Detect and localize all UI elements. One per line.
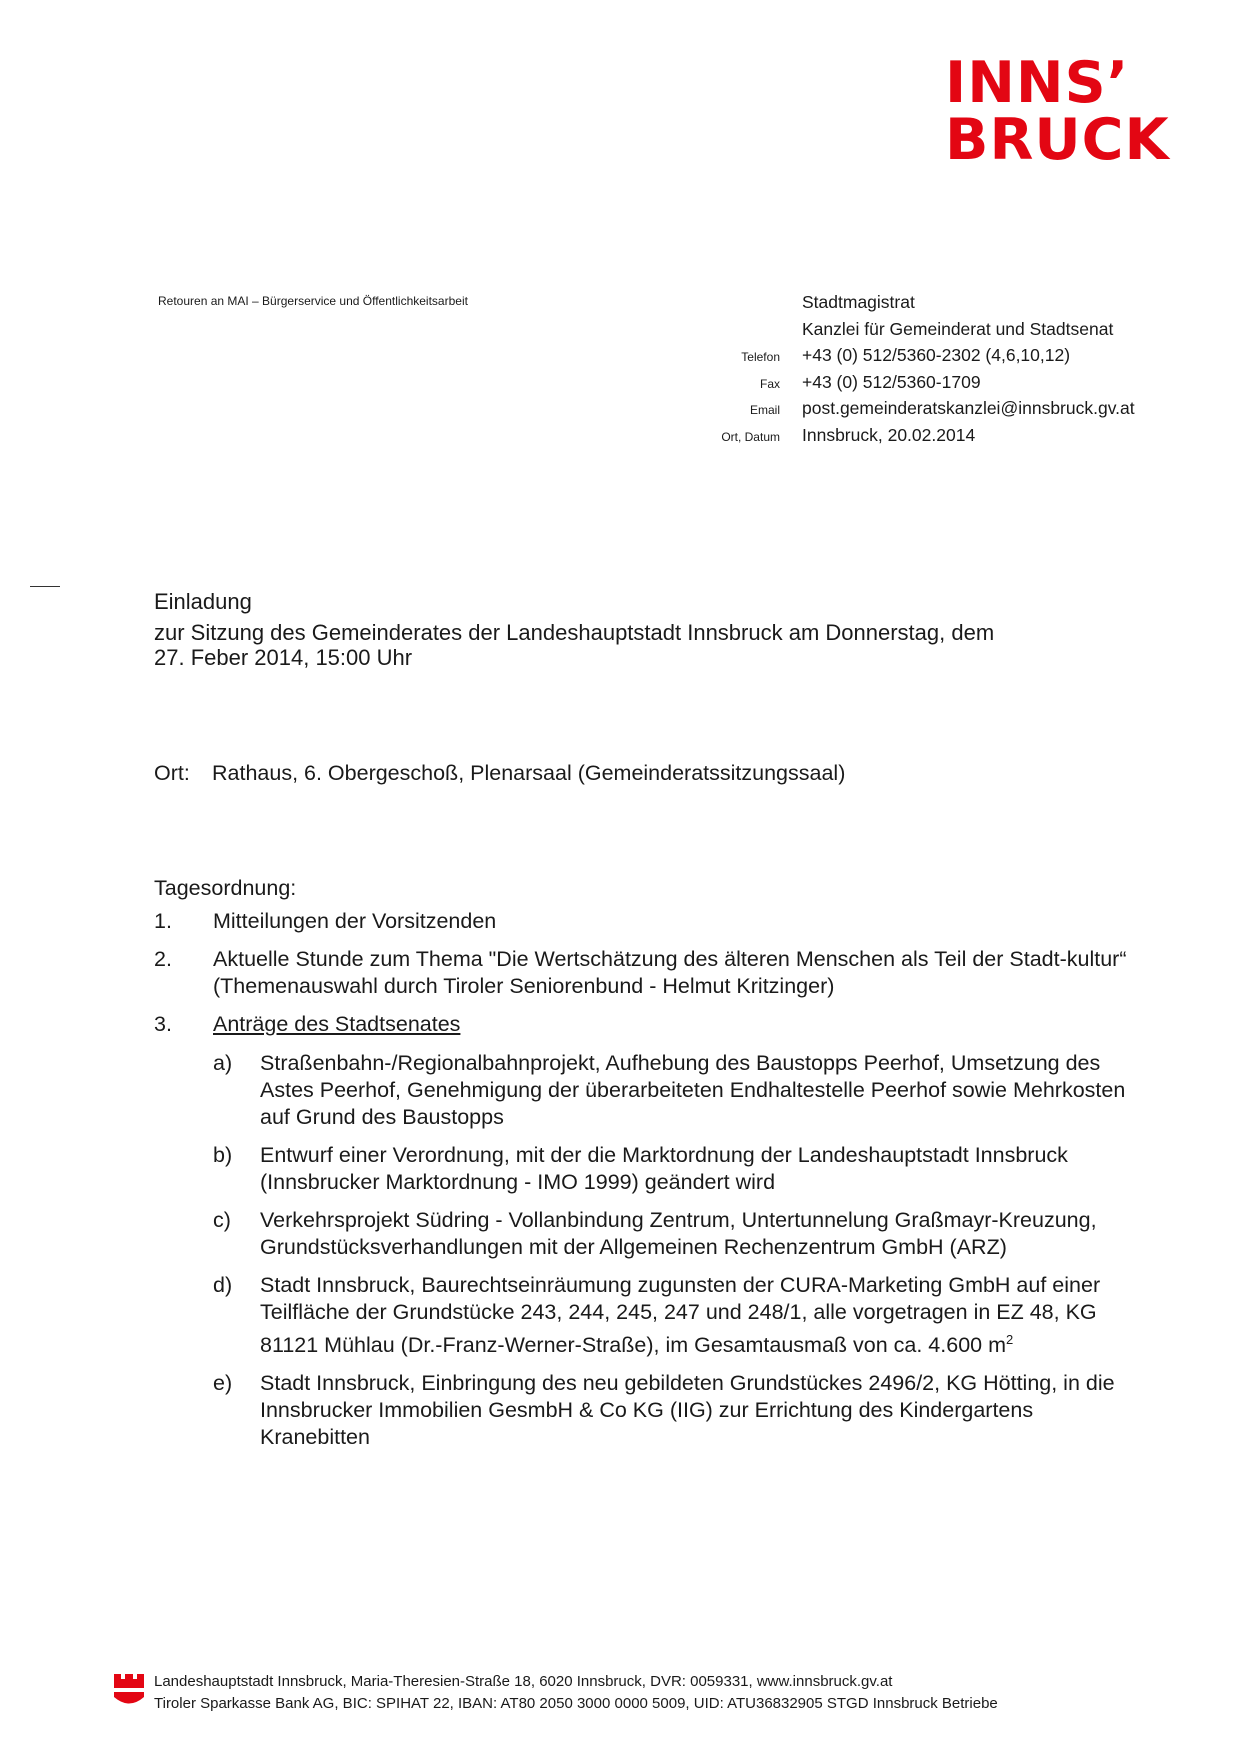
subitem-letter: c) bbox=[213, 1208, 231, 1232]
footer-line-1: Landeshauptstadt Innsbruck, Maria-Theresien-Straße 18, 6020 Innsbruck, DVR: 0059331, www.innsbruck.gv.at bbox=[154, 1673, 893, 1690]
contact-value: +43 (0) 512/5360-1709 bbox=[802, 371, 981, 392]
agenda-list bbox=[154, 908, 1134, 1462]
contact-date bbox=[700, 425, 1180, 452]
agenda-subitem bbox=[213, 1272, 1134, 1359]
invitation-title: Einladung bbox=[154, 589, 252, 614]
location-label: Ort: bbox=[154, 761, 190, 785]
contact-label: Ort, Datum bbox=[721, 429, 780, 444]
contact-fax bbox=[700, 372, 1180, 399]
subitem-text: Entwurf einer Verordnung, mit der die Marktordnung der Landeshauptstadt Innsbruck (Innsbrucker Marktordnung - IMO 1999) geändert wird bbox=[260, 1143, 1068, 1194]
agenda-text: Mitteilungen der Vorsitzenden bbox=[213, 909, 497, 933]
agenda-heading: Anträge des Stadtsenates bbox=[213, 1012, 461, 1036]
sender-org: Stadtmagistrat bbox=[802, 292, 915, 312]
contact-value: Innsbruck, 20.02.2014 bbox=[802, 424, 976, 445]
invitation-line-1: zur Sitzung des Gemeinderates der Landeshauptstadt Innsbruck am Donnerstag, dem bbox=[154, 620, 995, 645]
city-emblem-icon bbox=[112, 1670, 146, 1710]
agenda-number: 2. bbox=[154, 947, 172, 971]
innsbruck-logo bbox=[945, 50, 1185, 173]
agenda-item bbox=[154, 908, 1134, 935]
contact-value: +43 (0) 512/5360-2302 (4,6,10,12) bbox=[802, 345, 1071, 365]
agenda-subitems bbox=[213, 1050, 1134, 1451]
subitem-text: Straßenbahn-/Regionalbahnprojekt, Aufhebung des Baustopps Peerhof, Umsetzung des Astes Peerhof, Genehmigung der überarbeiteten Endhaltestelle Peerhof sowie Mehrkosten auf Grund des Baustopps bbox=[260, 1051, 1126, 1129]
subitem-text: Stadt Innsbruck, Einbringung des neu gebildeten Grundstückes 2496/2, KG Hötting, in die Innsbrucker Immobilien GesmbH & Co KG (IIG) zur Errichtung des Kindergartens Kranebitten bbox=[260, 1371, 1115, 1450]
agenda-subitem bbox=[213, 1142, 1134, 1196]
agenda-subitem bbox=[213, 1370, 1134, 1451]
agenda-item bbox=[154, 946, 1134, 1000]
agenda-subitem bbox=[213, 1050, 1134, 1131]
sender-block bbox=[700, 292, 1180, 451]
logo-line-1: INNS’ bbox=[945, 50, 1130, 116]
contact-label: Fax bbox=[759, 376, 780, 391]
subitem-text: Stadt Innsbruck, Baurechtseinräumung zugunsten der CURA-Marketing GmbH auf einer Teilfläche der Grundstücke 243, 244, 245, 247 und 248/1, alle vorgetragen in EZ 48, KG 81121 Mühlau (Dr.-Franz-Werner-Straße), im Gesamtausmaß von ca. 4.600 m bbox=[260, 1273, 1101, 1358]
fold-mark bbox=[30, 586, 60, 587]
superscript-2: 2 bbox=[1006, 1332, 1014, 1347]
agenda-number: 1. bbox=[154, 909, 172, 933]
return-address: Retouren an MAI – Bürgerservice und Öffentlichkeitsarbeit bbox=[158, 294, 468, 308]
subitem-letter: a) bbox=[213, 1051, 233, 1075]
logo-line-2: BRUCK bbox=[945, 107, 1170, 173]
contact-email bbox=[700, 398, 1180, 425]
contact-phone bbox=[700, 345, 1180, 372]
agenda-number: 3. bbox=[154, 1012, 172, 1036]
contact-label: Email bbox=[749, 403, 780, 417]
subitem-letter: b) bbox=[213, 1143, 233, 1167]
agenda-label: Tagesordnung: bbox=[154, 876, 297, 900]
subitem-text: Verkehrsprojekt Südring - Vollanbindung Zentrum, Untertunnelung Graßmayr-Kreuzung, Grundstücksverhandlungen mit der Allgemeinen Rechenzentrum GmbH (ARZ) bbox=[260, 1208, 1097, 1259]
footer-line-2: Tiroler Sparkasse Bank AG, BIC: SPIHAT 22, IBAN: AT80 2050 3000 0000 5009, UID: ATU36832905 STGD Innsbruck Betriebe bbox=[154, 1695, 998, 1712]
agenda-subitem bbox=[213, 1207, 1134, 1261]
contact-value: post.gemeinderatskanzlei@innsbruck.gv.at bbox=[802, 398, 1135, 418]
subitem-text-wrap bbox=[260, 1272, 1134, 1359]
meeting-location bbox=[154, 760, 845, 787]
footer bbox=[112, 1670, 998, 1715]
subitem-letter: e) bbox=[213, 1371, 233, 1396]
invitation-line-2: 27. Feber 2014, 15:00 Uhr bbox=[154, 645, 413, 670]
agenda-item bbox=[154, 1011, 1134, 1038]
agenda-text: Aktuelle Stunde zum Thema "Die Wertschätzung des älteren Menschen als Teil der Stadt-kultur“ (Themenauswahl durch Tiroler Seniorenbund - Helmut Kritzinger) bbox=[213, 947, 1127, 998]
contact-label: Telefon bbox=[741, 350, 780, 364]
sender-office: Kanzlei für Gemeinderat und Stadtsenat bbox=[802, 318, 1114, 339]
location-value: Rathaus, 6. Obergeschoß, Plenarsaal (Gemeinderatssitzungssaal) bbox=[212, 761, 846, 785]
subitem-letter: d) bbox=[213, 1273, 233, 1297]
